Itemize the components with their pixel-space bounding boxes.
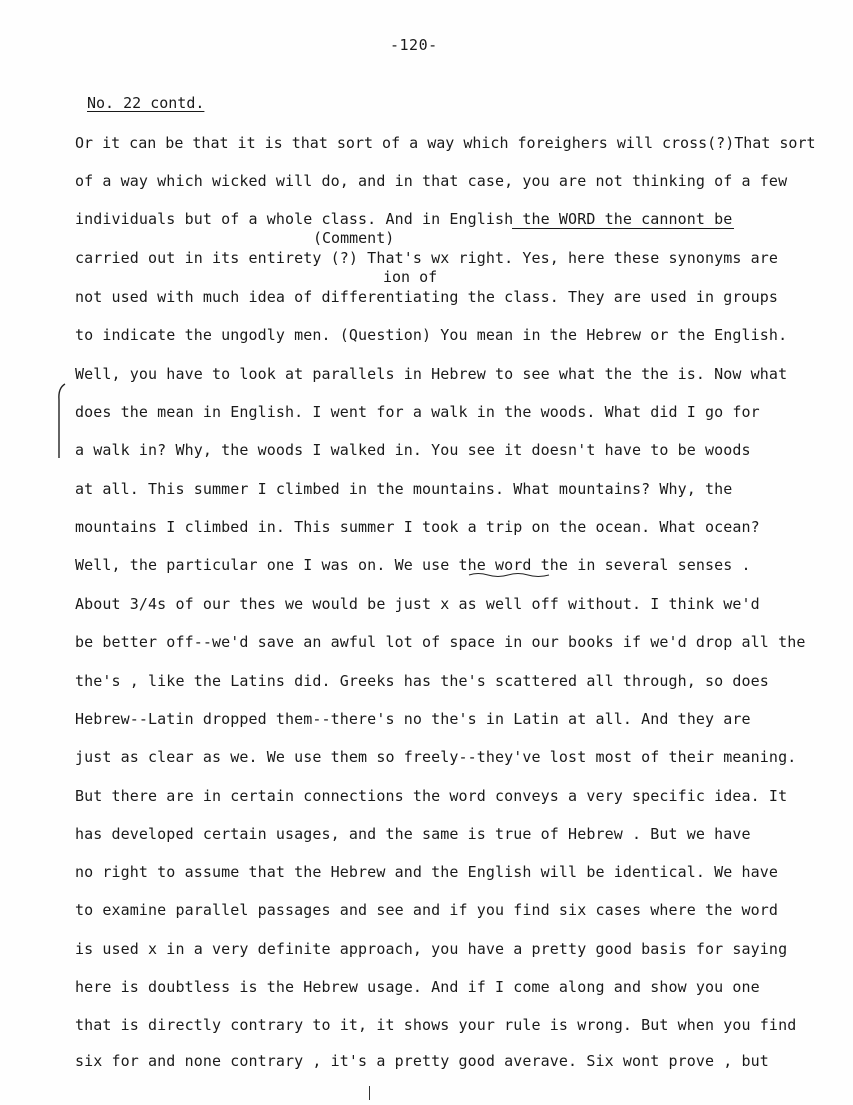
text-line: to examine parallel passages and see and if you find six cases where the word [75,901,779,919]
text-line: of a way which wicked will do, and in that case, you are not thinking of a few [75,172,788,190]
comment-annotation: (Comment) [313,229,395,247]
text-line: the's , like the Latins did. Greeks has the's scattered all through, so does [75,672,769,690]
text-line: Hebrew--Latin dropped them--there's no the's in Latin at all. And they are [75,710,751,728]
text-line: does the mean in English. I went for a walk in the woods. What did I go for [75,403,760,421]
text-line: no right to assume that the Hebrew and the English will be identical. We have [75,863,779,881]
text-line: Well, you have to look at parallels in Hebrew to see what the the is. Now what [75,365,788,383]
text-line: has developed certain usages, and the same is true of Hebrew . But we have [75,825,751,843]
text-line: mountains I climbed in. This summer I took a trip on the ocean. What ocean? [75,518,760,536]
text-line: Or it can be that it is that sort of a way which foreighers will cross(?)That sort [75,134,816,152]
text-line: at all. This summer I climbed in the mountains. What mountains? Why, the [75,480,733,498]
text-line: But there are in certain connections the word conveys a very specific idea. It [75,787,788,805]
text-line: that is directly contrary to it, it shows your rule is wrong. But when you find [75,1016,797,1034]
text-line: Well, the particular one I was on. We use the word the in several senses . [75,556,751,574]
text-line: here is doubtless is the Hebrew usage. And if I come along and show you one [75,978,760,996]
section-heading: No. 22 contd. [87,94,205,112]
text-line: to indicate the ungodly men. (Question) You mean in the Hebrew or the English. [75,326,788,344]
text-line: individuals but of a whole class. And in English the WORD the cannont be [75,210,733,228]
text-line: a walk in? Why, the woods I walked in. You see it doesn't have to be woods [75,441,751,459]
text-line: just as clear as we. We use them so freely--they've lost most of their meaning. [75,748,797,766]
bottom-tick-mark [369,1086,370,1100]
text-line: is used x in a very definite approach, you have a pretty good basis for saying [75,940,788,958]
insertion-annotation: ion of [383,268,438,286]
margin-bracket [52,382,68,462]
text-line: be better off--we'd save an awful lot of space in our books if we'd drop all the [75,633,806,651]
text-line: not used with much idea of differentiating the class. They are used in groups [75,288,779,306]
phrase-underline [512,228,734,229]
page-number: -120- [390,36,438,54]
wavy-underline [468,571,550,579]
text-line: six for and none contrary , it's a pretty good averave. Six wont prove , but [75,1052,769,1070]
text-line: carried out in its entirety (?) That's wx right. Yes, here these synonyms are [75,249,779,267]
text-line: About 3/4s of our thes we would be just x as well off without. I think we'd [75,595,760,613]
